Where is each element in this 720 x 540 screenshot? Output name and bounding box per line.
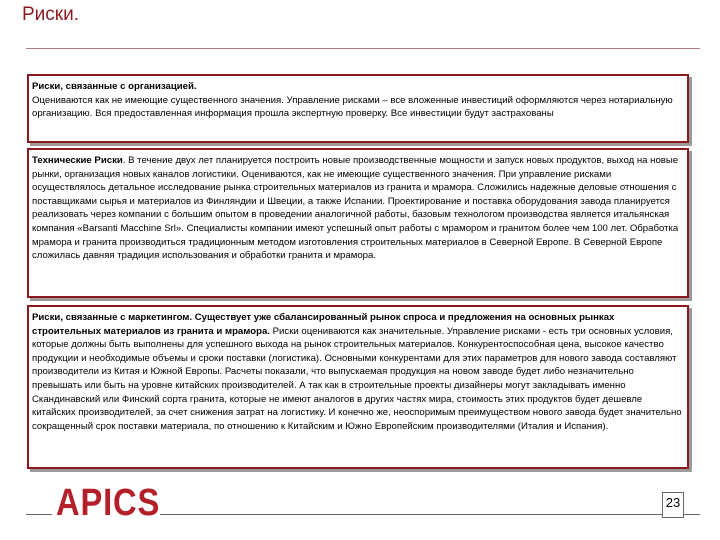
technical-risks-paragraph bbox=[32, 154, 684, 263]
organization-risks-heading: Риски, связанные с организацией. bbox=[32, 81, 197, 92]
technical-risks-text: . В течение двух лет планируется построить новые производственные мощности и запуск новых продуктов, выход на новые рынки, организация новых каналов логистики. Оцениваются, как не имеющие существенного значения. При управление рисками осуществлялось детальное исследование рынка строительных материалов из гранита и мрамора. Сложились надежные деловые отношения с поставщиками сырья и материалов из Финляндии и Швеции, а также Испании. Проектирование и поставка оборудования завода планируется реализовать через компании с большим опытом в проведении аналогичной работы, базовым технологом производства является итальянская компания «Barsanti Macchine Srl». Специалисты компании имеют успешный опыт работы с мрамором и гранитом более чем 100 лет. Обработка мрамора и гранита производиться традиционным методом изготовления строительных материалов в Северной Европе. В Северной Европе сложилась давняя традиция использования и обработки гранита и мрамора. bbox=[32, 155, 679, 262]
marketing-risks-heading: Риски, связанные с маркетингом. Существует уже сбалансированный рынок спроса и предложения на основных рынках строительных материалов из гранита и мрамора. bbox=[32, 312, 615, 337]
organization-risks-box bbox=[27, 74, 689, 143]
marketing-risks-paragraph bbox=[32, 311, 684, 433]
footer-divider-left bbox=[26, 514, 52, 515]
title-divider bbox=[26, 48, 700, 49]
marketing-risks-text: Риски оцениваются как значительные. Управление рисками - есть три основных условия, которые должны быть выполнены для успешного выхода на рынок строительных материалов. Конкурентоспособная цена, высокое качество продукции и необходимые объемы и сроки поставки (логистика). Основными конкурентами для этих параметров для нового завода составляют производители из Китая и Южной Европы. Расчеты показали, что выпускаемая продукция на новом заводе будет либо незначительно превышать или быть на уровне китайских производителей. А так как в строительные проекты дизайнеры могут закладывать именно Скандинавский или Финский сорта гранита, которые не имеют аналогов в других частях мира, стоимость этих продуктов будет дешевле китайских производителей, за счет снижения затрат на логистику. И конечно же, неоспоримым преимуществом нового завода будет значительно сокращенный срок поставки материала, по отношению к Китайским и Южно Европейским производителями (Италия и Испания). bbox=[32, 325, 682, 432]
page-title: Риски. bbox=[22, 4, 79, 25]
apics-logo: APICS bbox=[56, 482, 161, 524]
footer-divider-middle bbox=[160, 514, 662, 515]
page-number: 23 bbox=[662, 492, 684, 518]
organization-risks-text: Оцениваются как не имеющие существенного значения. Управление рисками – все вложенные инвестиций оформляются через нотариальную организацию. Вся предоставленная информация прошла экспертную проверку. Все инвестиции будут застрахованы bbox=[32, 94, 673, 120]
technical-risks-heading: Технические Риски bbox=[32, 155, 123, 166]
footer-divider-right bbox=[684, 514, 700, 515]
marketing-risks-box bbox=[27, 305, 689, 469]
technical-risks-box bbox=[27, 148, 689, 298]
organization-risks-paragraph bbox=[32, 80, 684, 121]
